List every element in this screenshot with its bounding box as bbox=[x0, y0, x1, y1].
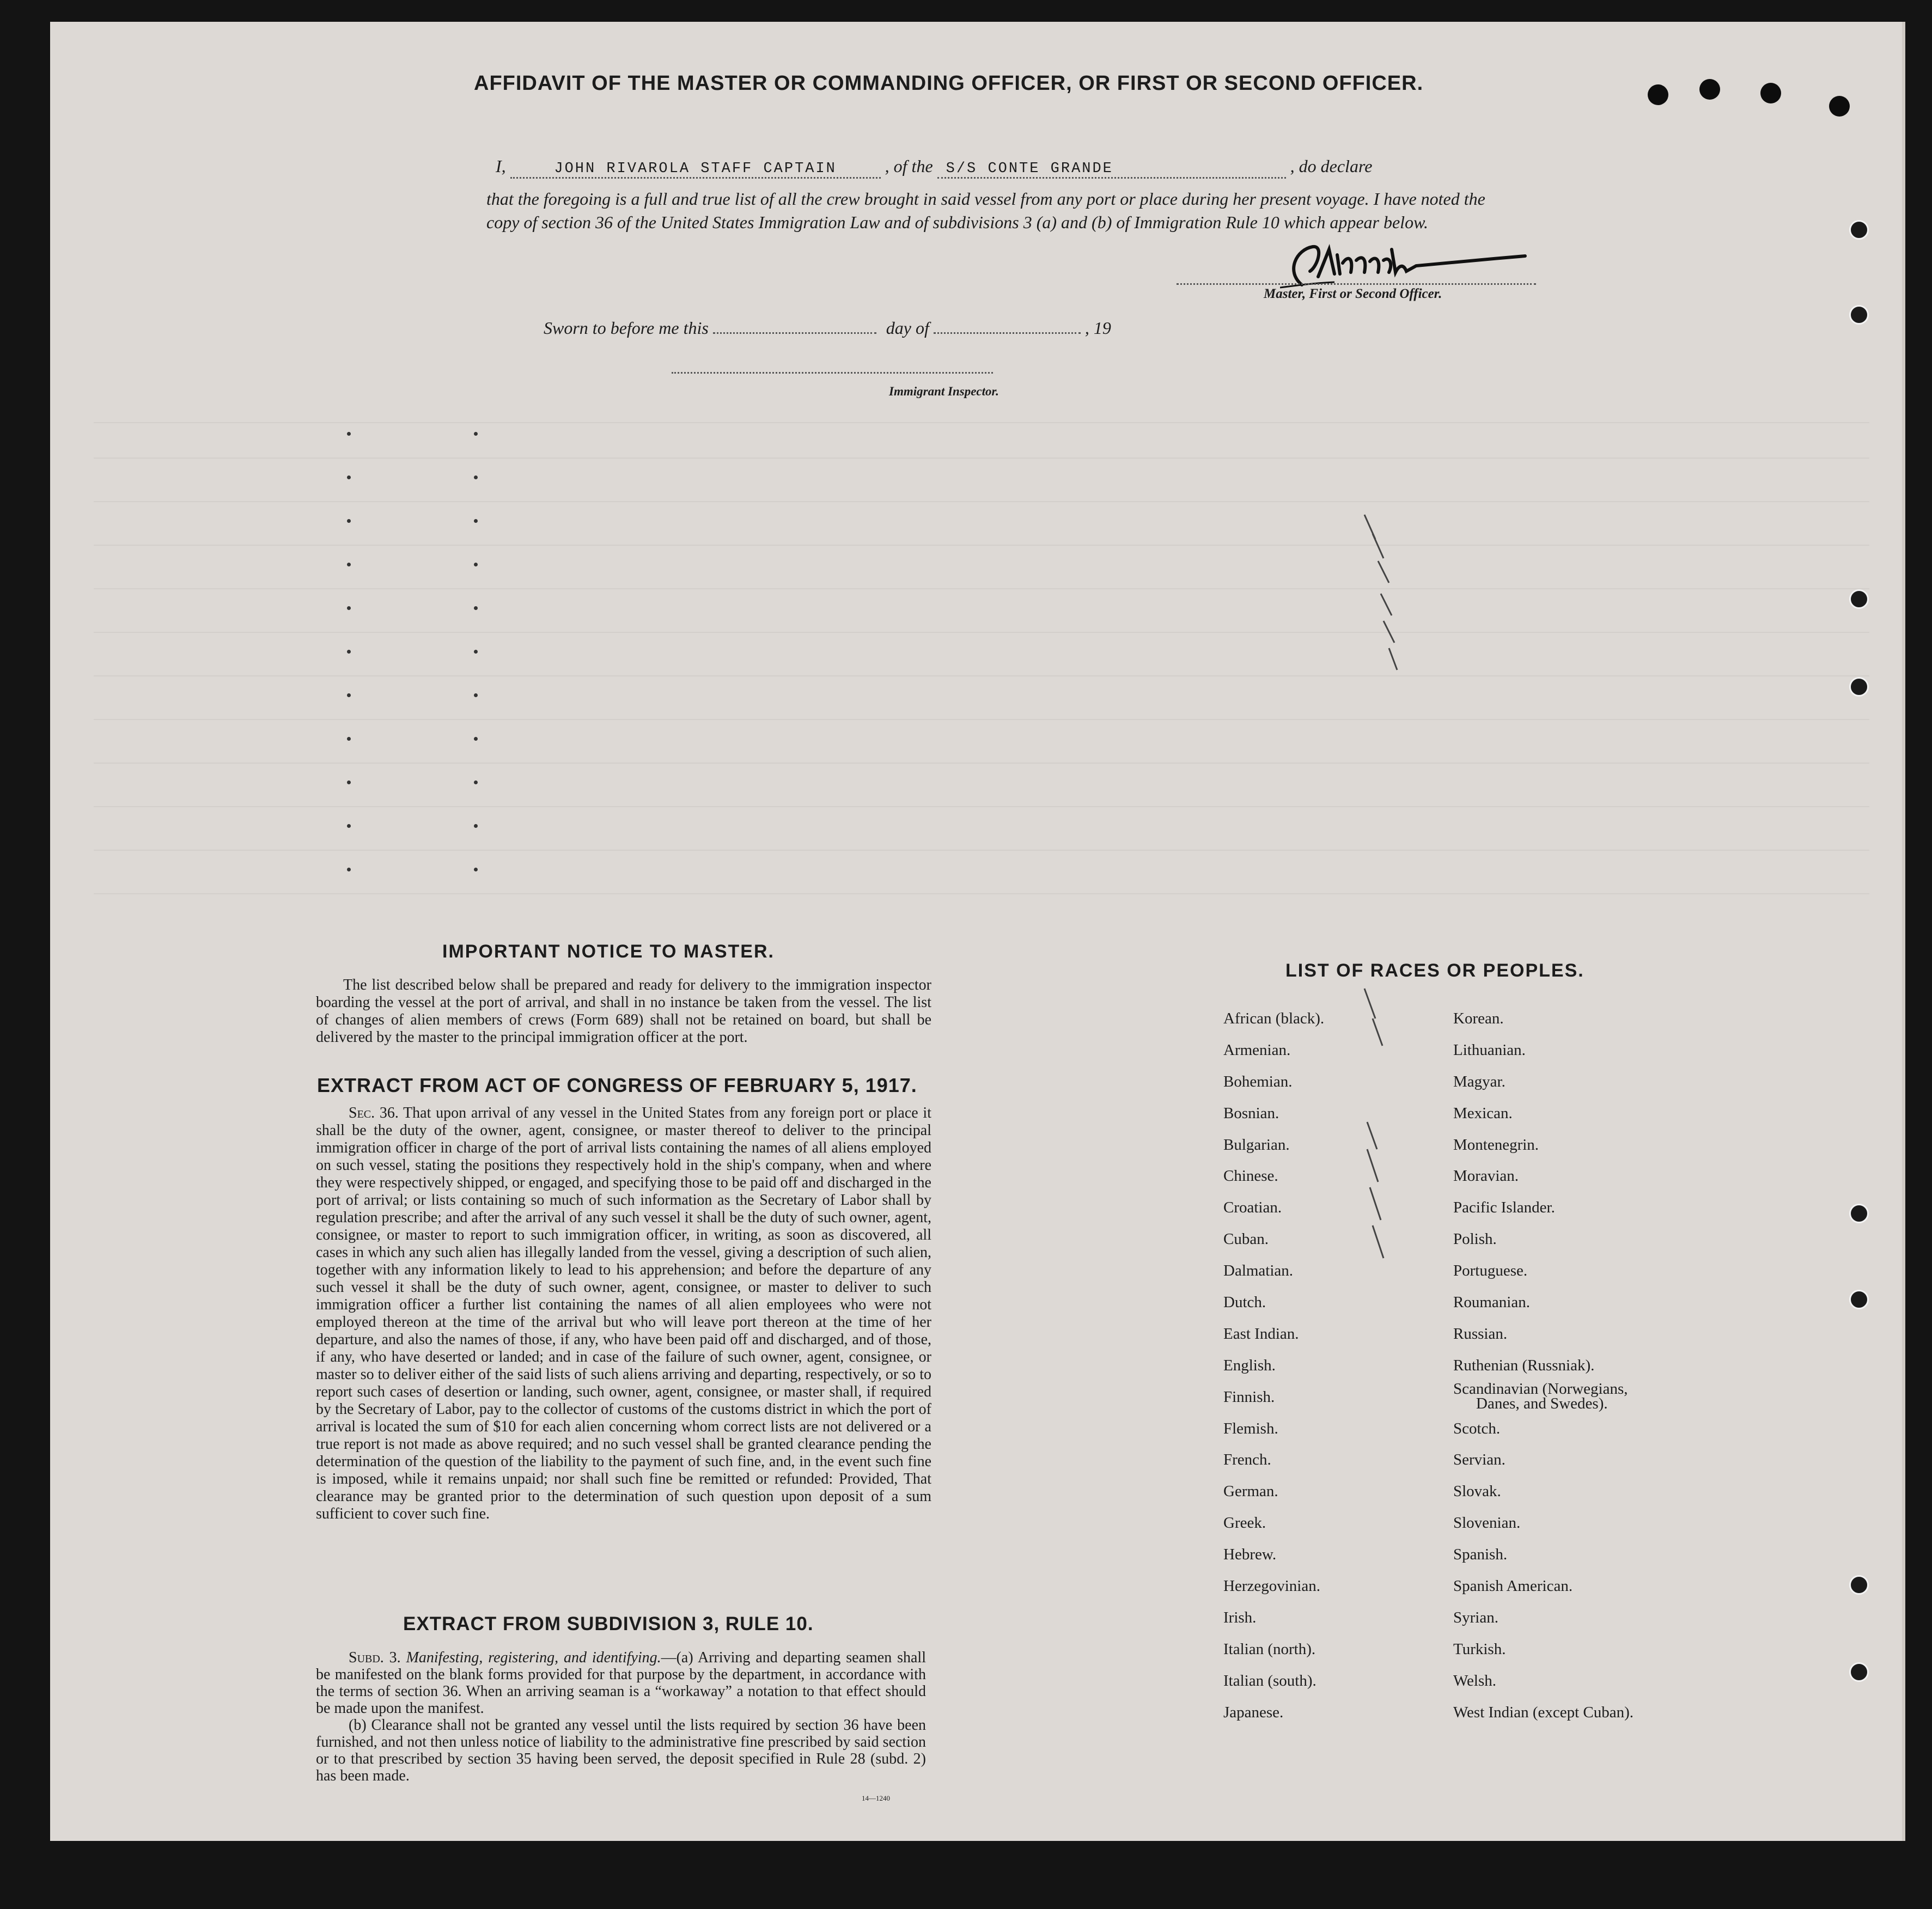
row-dot bbox=[347, 519, 351, 523]
row-dot bbox=[474, 432, 478, 436]
bleed-line bbox=[94, 763, 1869, 764]
declaration-line bbox=[496, 156, 1372, 179]
race-item: West Indian (except Cuban). bbox=[1453, 1703, 1634, 1721]
row-dot bbox=[347, 606, 351, 610]
race-item: Ruthenian (Russniak). bbox=[1453, 1356, 1595, 1374]
race-item: Cuban. bbox=[1223, 1230, 1269, 1248]
race-item: Russian. bbox=[1453, 1325, 1508, 1343]
bleed-line bbox=[94, 458, 1869, 459]
inspector-caption: Immigrant Inspector. bbox=[889, 385, 999, 398]
sworn-line bbox=[544, 318, 1111, 338]
race-item: English. bbox=[1223, 1356, 1276, 1374]
punch-mark bbox=[1829, 96, 1850, 117]
declaration-suffix: , do declare bbox=[1290, 156, 1373, 176]
race-item: Hebrew. bbox=[1223, 1546, 1277, 1564]
signature-caption: Master, First or Second Officer. bbox=[1264, 286, 1442, 301]
race-item: Polish. bbox=[1453, 1230, 1497, 1248]
race-item: Irish. bbox=[1223, 1608, 1257, 1626]
row-dot bbox=[474, 475, 478, 479]
row-dot bbox=[474, 780, 478, 784]
sworn-month-field bbox=[934, 332, 1081, 334]
notice-title: IMPORTANT NOTICE TO MASTER. bbox=[442, 941, 775, 962]
paragraph-a: —(a) Arriving and departing seamen shall be manifested on the blank forms provided for that purpose by the department, in accordance with the terms of section 36. When an arriving seaman is a “workaway” a notation to that effect should be made upon the manifest. bbox=[316, 1649, 926, 1717]
form-number: 14—1240 bbox=[862, 1794, 890, 1802]
row-dot bbox=[347, 650, 351, 654]
race-item: Bulgarian. bbox=[1223, 1136, 1290, 1154]
race-item: Japanese. bbox=[1223, 1703, 1284, 1721]
race-item: Korean. bbox=[1453, 1010, 1504, 1027]
section-36-text bbox=[316, 1105, 931, 1523]
bleed-line bbox=[94, 719, 1869, 720]
race-item: German. bbox=[1223, 1483, 1278, 1501]
row-dot bbox=[474, 519, 478, 523]
subdivision-heading: Manifesting, registering, and identifying. bbox=[406, 1649, 661, 1666]
race-item: Spanish American. bbox=[1453, 1577, 1573, 1595]
act-extract-title: EXTRACT FROM ACT OF CONGRESS OF FEBRUARY 5, 1917. bbox=[317, 1074, 917, 1096]
race-item: Italian (north). bbox=[1223, 1640, 1316, 1658]
race-item: African (black). bbox=[1223, 1010, 1325, 1027]
race-item: Bohemian. bbox=[1223, 1072, 1293, 1090]
vessel-field bbox=[937, 156, 1286, 179]
race-item: Armenian. bbox=[1223, 1041, 1291, 1059]
binder-hole bbox=[1849, 677, 1869, 697]
row-dot bbox=[347, 780, 351, 784]
bleed-line bbox=[94, 893, 1869, 894]
race-item: Lithuanian. bbox=[1453, 1041, 1526, 1059]
race-item-stacked bbox=[1453, 1382, 1634, 1413]
bleed-line bbox=[94, 501, 1869, 502]
officer-name-field bbox=[510, 156, 881, 179]
bleed-line bbox=[94, 850, 1869, 851]
race-item: Moravian. bbox=[1453, 1167, 1519, 1185]
row-dot bbox=[474, 606, 478, 610]
affidavit-title: AFFIDAVIT OF THE MASTER OR COMMANDING OFFICER, OR FIRST OR SECOND OFFICER. bbox=[474, 72, 1424, 95]
race-item: Montenegrin. bbox=[1453, 1136, 1539, 1154]
binder-hole bbox=[1849, 1204, 1869, 1223]
signature-line bbox=[1177, 283, 1536, 285]
bleed-line bbox=[94, 545, 1869, 546]
paragraph-b: (b) Clearance shall not be granted any vessel until the lists required by section 36 have been furnished, and not then unless notice of liability to the administrative fine prescribed by said section or to that prescribed by section 35 having been served, the deposit specified in Rule 28 (subd. 2) has been made. bbox=[316, 1717, 926, 1784]
year-label: , 19 bbox=[1084, 318, 1111, 338]
officer-name: JOHN RIVAROLA STAFF CAPTAIN bbox=[554, 161, 837, 177]
declaration-prefix: I, bbox=[496, 156, 506, 176]
row-dot bbox=[347, 868, 351, 871]
row-dot bbox=[474, 824, 478, 828]
row-dot bbox=[347, 824, 351, 828]
race-item: Syrian. bbox=[1453, 1608, 1498, 1626]
race-item: Dalmatian. bbox=[1223, 1262, 1294, 1280]
row-dot bbox=[474, 868, 478, 871]
binder-hole bbox=[1849, 1290, 1869, 1309]
subdivision-3-text bbox=[316, 1649, 926, 1784]
section-36-body: That upon arrival of any vessel in the United States from any foreign port or place it shall be the duty of the owner, agent, consignee, or master thereof to deliver to the principal immigration officer in charge of the port of arrival lists containing the names of all aliens employed on such vessel, stating the positions they respectively hold in the ship's company, when and where they were respectively shipped, or engaged, and specifying those to be paid off and discharged in the port of arrival; or lists containing so much of such information as the Secretary of Labor shall by regulation prescribe; and after the arrival of any such vessel it shall be the duty of such owner, agent, consignee, or master to report to such immigration officer, in writing, as soon as discovered, all cases in which any such alien has illegally landed from the vessel, giving a description of such alien, together with any information likely to lead to his apprehension; and before the departure of any such vessel it shall be the duty of such owner, agent, consignee, or master to deliver to such immigration officer a further list containing the names of all alien employees who were not employed thereon at the time of the arrival but who will leave port thereon at the time of her departure, and also the names of those, if any, who have been paid off and discharged, and of those, if any, who have deserted or landed; and in case of the failure of such owner, agent, consignee, or master so to deliver either of the said lists of such aliens arriving and departing, respectively, or so to report such cases of desertion or landing, such owner, agent, consignee, or master shall, if required by the Secretary of Labor, pay to the collector of customs of the customs district in which the port of arrival is located the sum of $10 for each alien concerning whom correct lists are not delivered or a true report is not made as above required; and no such vessel shall be granted clearance pending the determination of the question of the liability to the payment of such fine, and, in the event such fine is imposed, while it remains unpaid; nor shall such fine be remitted or refunded: Provided, That clearance may be granted prior to the determination of such question upon deposit of a sum sufficient to cover such fine. bbox=[316, 1105, 931, 1522]
race-item: Flemish. bbox=[1223, 1419, 1278, 1437]
race-item: Chinese. bbox=[1223, 1167, 1278, 1185]
race-item: Magyar. bbox=[1453, 1072, 1506, 1090]
races-right-column bbox=[1453, 1003, 1634, 1728]
declaration-paragraph: that the foregoing is a full and true list of all the crew brought in said vessel from any port or place during her present voyage. I have noted the copy of section 36 of the United States Immigration Law and of subdivisions 3 (a) and (b) of Immigration Rule 10 which appear below. bbox=[486, 189, 1485, 232]
punch-mark bbox=[1699, 79, 1720, 100]
race-item: Spanish. bbox=[1453, 1546, 1508, 1564]
race-item: Servian. bbox=[1453, 1451, 1506, 1469]
bleed-line bbox=[94, 588, 1869, 589]
binder-hole bbox=[1849, 589, 1869, 609]
race-item: Slovenian. bbox=[1453, 1514, 1521, 1532]
sworn-label: Sworn to before me this bbox=[544, 318, 709, 338]
row-dot bbox=[347, 563, 351, 566]
bleed-line bbox=[94, 675, 1869, 676]
race-item: Turkish. bbox=[1453, 1640, 1506, 1658]
inspector-signature-line bbox=[672, 372, 993, 374]
punch-mark bbox=[1648, 84, 1668, 105]
race-item: Roumanian. bbox=[1453, 1294, 1530, 1312]
row-dot bbox=[474, 563, 478, 566]
race-item: Greek. bbox=[1223, 1514, 1266, 1532]
row-dot bbox=[347, 737, 351, 741]
race-item: Mexican. bbox=[1453, 1104, 1513, 1122]
check-marks bbox=[1362, 986, 1449, 1313]
vessel-name: S/S CONTE GRANDE bbox=[946, 161, 1113, 177]
binder-hole bbox=[1849, 1575, 1869, 1595]
race-item: Croatian. bbox=[1223, 1199, 1282, 1217]
race-item: Italian (south). bbox=[1223, 1672, 1317, 1690]
binder-hole bbox=[1849, 305, 1869, 325]
bleed-line bbox=[94, 632, 1869, 633]
race-item: Scotch. bbox=[1453, 1419, 1501, 1437]
of-the-label: , of the bbox=[885, 156, 933, 176]
race-item: Scandinavian (Norwegians, bbox=[1453, 1380, 1628, 1398]
section-label: Sec. 36. bbox=[349, 1105, 399, 1121]
binder-hole bbox=[1849, 1662, 1869, 1682]
race-item: Bosnian. bbox=[1223, 1104, 1279, 1122]
bleed-line bbox=[94, 422, 1869, 423]
bleed-line bbox=[94, 806, 1869, 807]
race-item: Welsh. bbox=[1453, 1672, 1497, 1690]
row-dot bbox=[474, 650, 478, 654]
race-item: Dutch. bbox=[1223, 1294, 1266, 1312]
race-item: French. bbox=[1223, 1451, 1271, 1469]
races-left-column bbox=[1223, 1003, 1324, 1728]
day-of-label: day of bbox=[886, 318, 929, 338]
race-item: Pacific Islander. bbox=[1453, 1199, 1555, 1217]
row-dot bbox=[474, 693, 478, 697]
races-title: LIST OF RACES OR PEOPLES. bbox=[1285, 960, 1584, 981]
subdivision-label: Subd. 3. bbox=[349, 1649, 401, 1666]
binder-hole bbox=[1849, 220, 1869, 240]
sworn-day-field bbox=[713, 332, 876, 334]
row-dot bbox=[347, 432, 351, 436]
race-item: East Indian. bbox=[1223, 1325, 1299, 1343]
row-dot bbox=[474, 737, 478, 741]
check-marks bbox=[1362, 512, 1449, 926]
race-item: Herzegovinian. bbox=[1223, 1577, 1320, 1595]
row-dot bbox=[347, 693, 351, 697]
rule-extract-title: EXTRACT FROM SUBDIVISION 3, RULE 10. bbox=[403, 1613, 814, 1634]
race-item: Finnish. bbox=[1223, 1388, 1275, 1406]
race-item: Danes, and Swedes). bbox=[1476, 1394, 1608, 1412]
notice-body: The list described below shall be prepared and ready for delivery to the immigration inspector boarding the vessel at the port of arrival, and shall in no instance be taken from the vessel. The list of changes of alien members of crews (Form 689) shall not be retained on board, but shall be delivered by the master to the principal immigration officer at the port. bbox=[316, 977, 931, 1046]
row-dot bbox=[347, 475, 351, 479]
race-item: Slovak. bbox=[1453, 1483, 1501, 1501]
race-item: Portuguese. bbox=[1453, 1262, 1528, 1280]
punch-mark bbox=[1760, 83, 1781, 103]
